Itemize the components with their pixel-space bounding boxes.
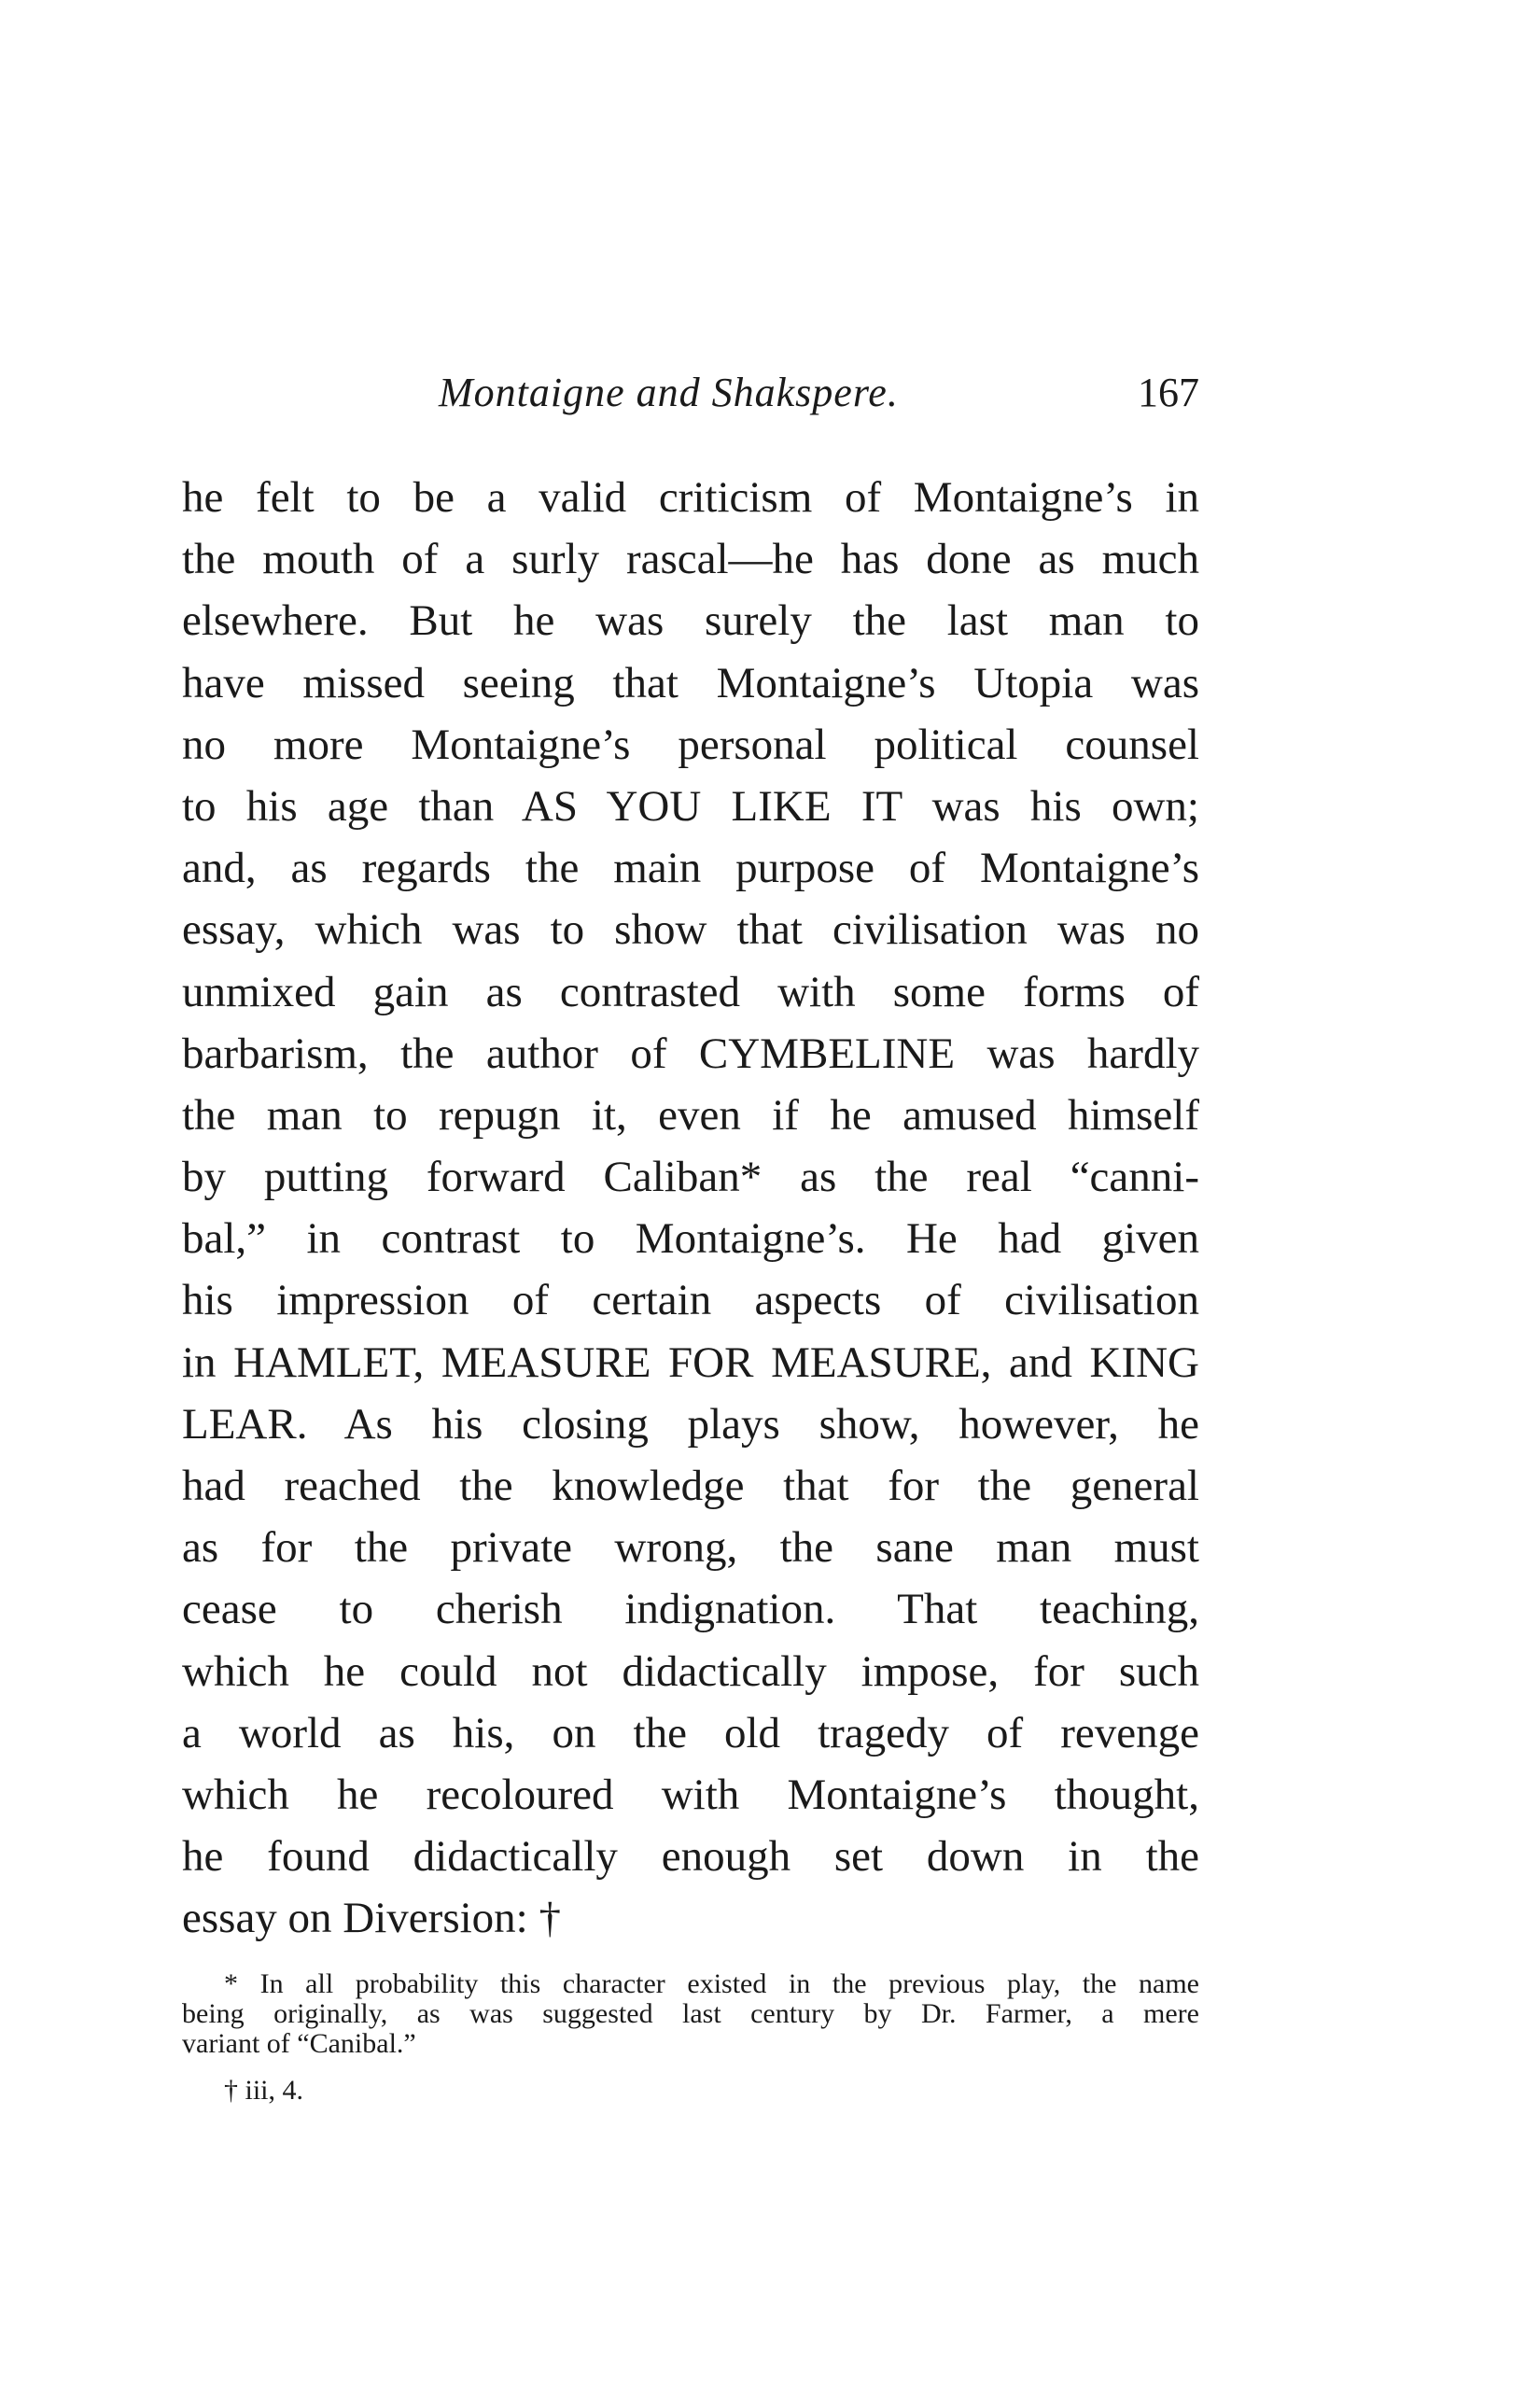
footnote-line: variant of “Canibal.” (182, 2028, 416, 2059)
text-line: he felt to be a valid criticism of Montaigne’s in (182, 473, 1199, 522)
text-line: and, as regards the main purpose of Montaigne’s (182, 844, 1199, 893)
text-line: as for the private wrong, the sane man must (182, 1523, 1199, 1573)
text-line: to his age than AS YOU LIKE IT was his own; (182, 781, 1199, 831)
page-number: 167 (1138, 370, 1199, 415)
text-line: the man to repugn it, even if he amused himself (182, 1090, 1199, 1140)
text-line: unmixed gain as contrasted with some forms of (182, 967, 1199, 1016)
text-line: in HAMLET, MEASURE FOR MEASURE, and KING (182, 1337, 1199, 1387)
running-head (182, 369, 1199, 425)
text-line: essay on Diversion: † (182, 1894, 561, 1943)
text-line: cease to cherish indignation. That teaching, (182, 1585, 1199, 1634)
text-line: LEAR. As his closing plays show, however, he (182, 1399, 1199, 1449)
text-line: barbarism, the author of CYMBELINE was hardly (182, 1029, 1199, 1078)
text-line: the mouth of a surly rascal—he has done as much (182, 535, 1199, 584)
text-line: by putting forward Caliban* as the real “canni- (182, 1153, 1199, 1202)
text-line: essay, which was to show that civilisation was no (182, 905, 1199, 955)
text-line: which he could not didactically impose, for such (182, 1646, 1199, 1696)
footnotes (182, 1969, 1199, 2106)
text-line: have missed seeing that Montaigne’s Utopia was (182, 658, 1199, 707)
text-line: elsewhere. But he was surely the last man to (182, 596, 1199, 646)
text-line: bal,” in contrast to Montaigne’s. He had given (182, 1214, 1199, 1264)
text-line: no more Montaigne’s personal political counsel (182, 720, 1199, 769)
footnote-reference: † iii, 4. (224, 2075, 304, 2106)
footnote-line: being originally, as was suggested last century by Dr. Farmer, a mere (182, 1998, 1199, 2029)
body-text (182, 467, 1199, 1950)
running-title: Montaigne and Shakspere. (439, 370, 899, 415)
text-line: had reached the knowledge that for the general (182, 1462, 1199, 1510)
text-line: a world as his, on the old tragedy of revenge (182, 1708, 1199, 1757)
footnote-line: * In all probability this character existed in the previous play, the name (224, 1968, 1199, 1999)
text-line: his impression of certain aspects of civilisation (182, 1276, 1199, 1325)
text-line: he found didactically enough set down in the (182, 1832, 1199, 1882)
text-line: which he recoloured with Montaigne’s thought, (182, 1770, 1199, 1819)
